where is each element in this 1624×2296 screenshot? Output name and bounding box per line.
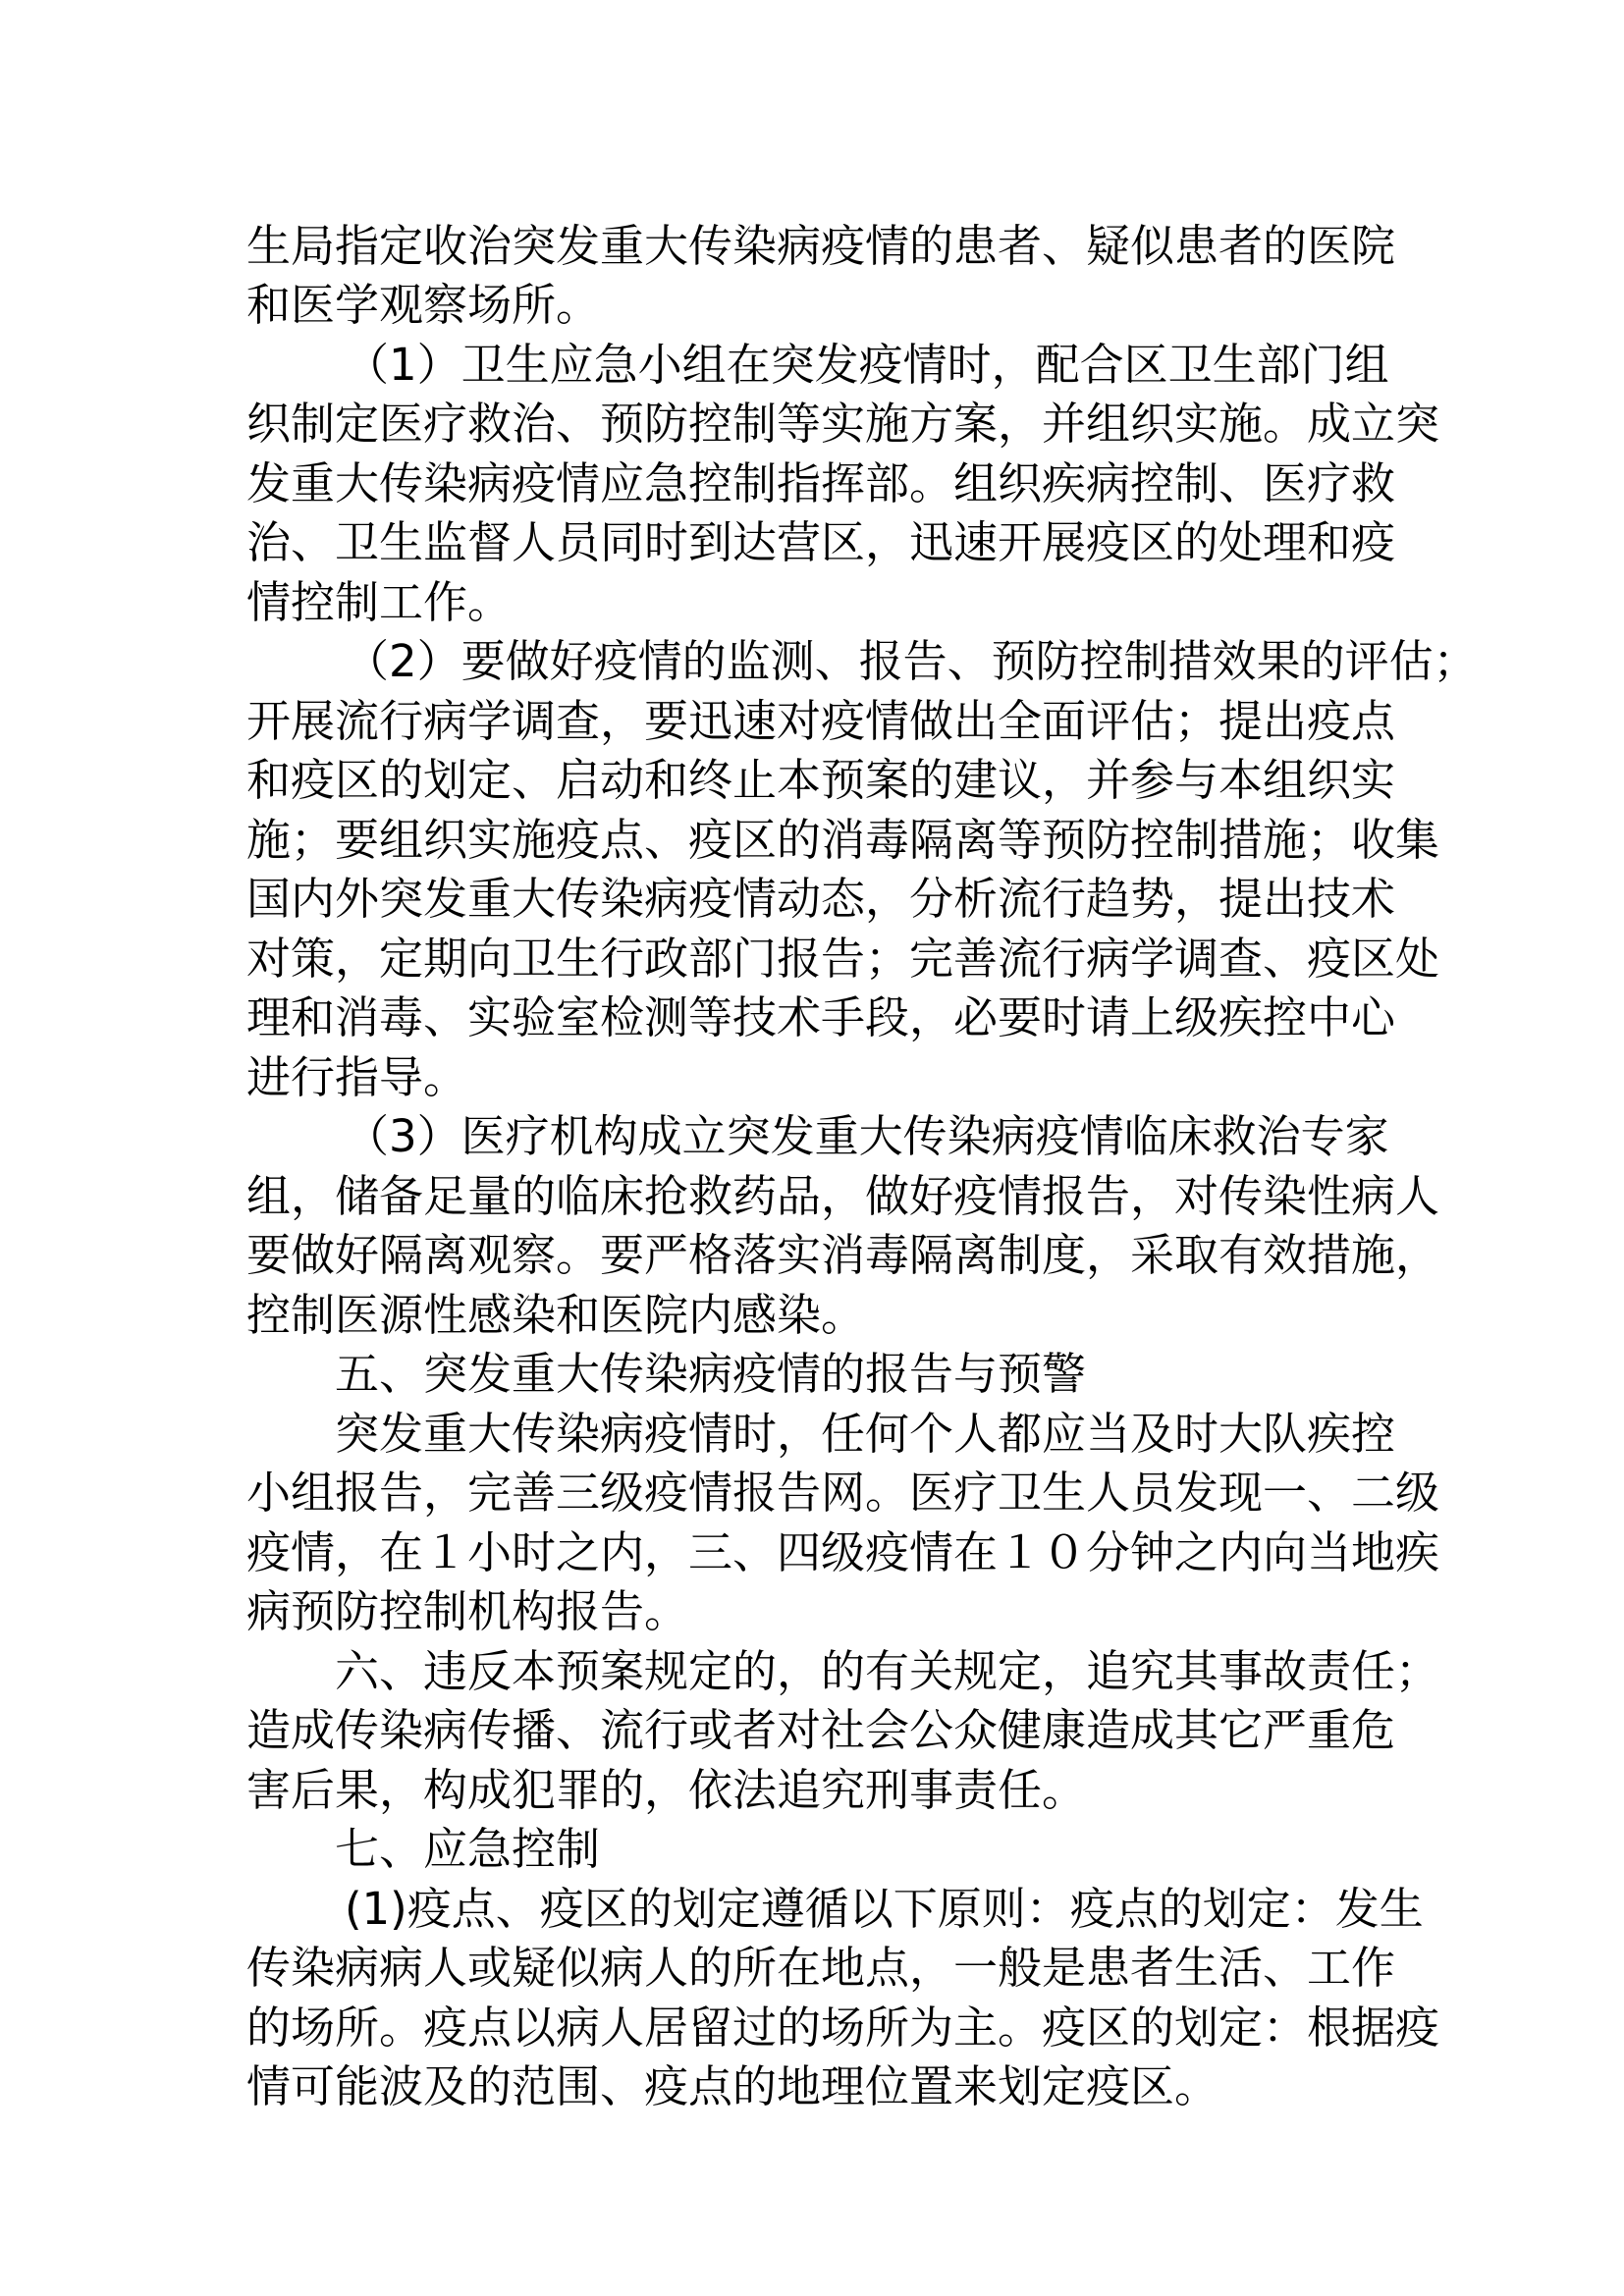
body-text-line: 和疫区的划定、启动和终止本预案的建议，并参与本组织实 (246, 754, 1396, 806)
body-text-line: 要做好隔离观察。要严格落实消毒隔离制度，采取有效措施， (246, 1229, 1440, 1281)
body-text-line: 病预防控制机构报告。 (246, 1585, 689, 1637)
body-text-line: 对策，定期向卫生行政部门报告；完善流行病学调查、疫区处 (246, 933, 1440, 985)
body-text-line: 生局指定收治突发重大传染病疫情的患者、疑似患者的医院 (246, 220, 1396, 272)
body-text-line: 组，储备足量的临床抢救药品，做好疫情报告，对传染性病人 (246, 1170, 1440, 1222)
paragraph-first-line: (1)疫点、疫区的划定遵循以下原则：疫点的划定：发生 (345, 1883, 1424, 1935)
body-text-line: 国内外突发重大传染病疫情动态，分析流行趋势，提出技术 (246, 873, 1396, 925)
body-text-line: 治、卫生监督人员同时到达营区，迅速开展疫区的处理和疫 (246, 516, 1396, 568)
body-text-line: 传染病病人或疑似病人的所在地点，一般是患者生活、工作 (246, 1942, 1396, 1994)
paragraph-first-line: （2）要做好疫情的监测、报告、预防控制措效果的评估； (345, 635, 1478, 687)
paragraph-first-line: （1）卫生应急小组在突发疫情时，配合区卫生部门组 (345, 339, 1389, 391)
body-text-line: 情控制工作。 (246, 576, 513, 628)
paragraph-first-line: （3）医疗机构成立突发重大传染病疫情临床救治专家 (345, 1110, 1389, 1162)
body-text-line: 情可能波及的范围、疫点的地理位置来划定疫区。 (246, 2060, 1219, 2112)
body-text-line: 和医学观察场所。 (246, 279, 601, 331)
body-text-line: 施；要组织实施疫点、疫区的消毒隔离等预防控制措施；收集 (246, 814, 1440, 866)
body-text-line: 控制医源性感染和医院内感染。 (246, 1289, 866, 1341)
section-heading: 七、应急控制 (335, 1823, 601, 1875)
body-text-line: 织制定医疗救治、预防控制等实施方案，并组织实施。成立突 (246, 398, 1440, 450)
paragraph-first-line: 六、违反本预案规定的，的有关规定，追究其事故责任； (335, 1645, 1440, 1697)
body-text-line: 小组报告，完善三级疫情报告网。医疗卫生人员发现一、二级 (246, 1467, 1440, 1519)
body-text-line: 的场所。疫点以病人居留过的场所为主。疫区的划定：根据疫 (246, 2002, 1440, 2054)
body-text-line: 疫情，在１小时之内，三、四级疫情在１０分钟之内向当地疾 (246, 1526, 1440, 1578)
body-text-line: 进行指导。 (246, 1051, 468, 1103)
section-heading: 五、突发重大传染病疫情的报告与预警 (335, 1348, 1087, 1400)
body-text-line: 造成传染病传播、流行或者对社会公众健康造成其它严重危 (246, 1704, 1396, 1756)
body-text-line: 开展流行病学调查，要迅速对疫情做出全面评估；提出疫点 (246, 695, 1396, 747)
body-text-line: 发重大传染病疫情应急控制指挥部。组织疾病控制、医疗救 (246, 457, 1396, 509)
body-text-line: 理和消毒、实验室检测等技术手段，必要时请上级疾控中心 (246, 991, 1396, 1043)
body-text-line: 害后果，构成犯罪的，依法追究刑事责任。 (246, 1764, 1087, 1816)
paragraph-first-line: 突发重大传染病疫情时，任何个人都应当及时大队疾控 (335, 1408, 1396, 1460)
